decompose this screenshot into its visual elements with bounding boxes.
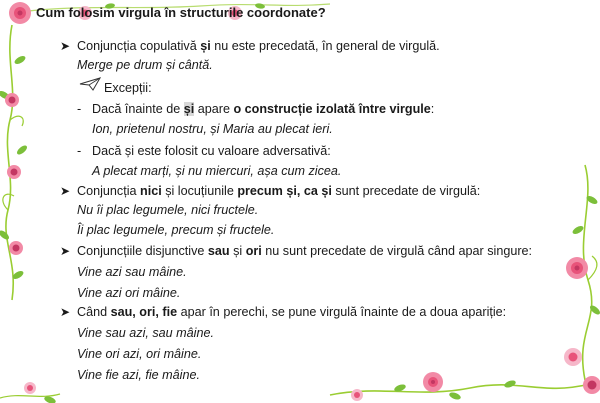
exception-1-example: Ion, prietenul nostru, și Maria au plecat ieri. bbox=[92, 122, 333, 136]
rule-4-bold: sau, ori, fie bbox=[110, 305, 178, 319]
rule-3-text bbox=[77, 243, 532, 259]
rule-2-example-1: Nu îi plac legumele, nici fructele. bbox=[77, 203, 259, 217]
dash-marker: - bbox=[77, 102, 82, 116]
rule-2-post: sunt precedate de virgulă: bbox=[331, 184, 481, 198]
exception-1-bold: o construcție izolată între virgule bbox=[233, 102, 431, 116]
exceptions-label: Excepții: bbox=[104, 81, 152, 95]
rule-4-example-3: Vine fie azi, fie mâine. bbox=[77, 368, 200, 382]
bullet-arrow-icon: ➤ bbox=[60, 244, 71, 258]
dash-marker: - bbox=[77, 144, 82, 158]
rule-3-post: nu sunt precedate de virgulă când apar singure: bbox=[261, 244, 533, 258]
rule-2-bold-1: nici bbox=[140, 184, 162, 198]
rule-1-pre: Conjuncția copulativă bbox=[77, 39, 201, 53]
rule-3-example-1: Vine azi sau mâine. bbox=[77, 265, 187, 279]
rule-2-bold-2: precum și, ca și bbox=[237, 184, 332, 198]
rule-3-pre: Conjuncțiile disjunctive bbox=[77, 244, 208, 258]
rule-2-example-2: Îi plac legumele, precum și fructele. bbox=[77, 223, 275, 237]
rule-3-example-2: Vine azi ori mâine. bbox=[77, 286, 181, 300]
rule-4-pre: Când bbox=[77, 305, 111, 319]
exception-1-mid: apare bbox=[194, 102, 234, 116]
exception-1-highlight: și bbox=[183, 102, 195, 116]
rule-1-text bbox=[77, 38, 440, 54]
exception-1-post: : bbox=[430, 102, 435, 116]
bullet-arrow-icon: ➤ bbox=[60, 39, 71, 53]
rule-4-text bbox=[77, 304, 506, 320]
paper-plane-icon bbox=[79, 77, 101, 91]
rule-3-mid: și bbox=[229, 244, 246, 258]
rule-2-pre: Conjuncția bbox=[77, 184, 141, 198]
bullet-arrow-icon: ➤ bbox=[60, 184, 71, 198]
rule-2-mid: și locuțiunile bbox=[161, 184, 238, 198]
rule-2-text bbox=[77, 183, 480, 199]
exception-2-example: A plecat marți, și nu miercuri, așa cum zicea. bbox=[92, 164, 342, 178]
rule-3-bold-2: ori bbox=[245, 244, 262, 258]
exception-1-pre: Dacă înainte de bbox=[92, 102, 184, 116]
bullet-arrow-icon: ➤ bbox=[60, 305, 71, 319]
rule-1-post: nu este precedată, în general de virgulă. bbox=[210, 39, 440, 53]
rule-1-bold: și bbox=[200, 39, 211, 53]
rule-1-example: Merge pe drum și cântă. bbox=[77, 58, 213, 72]
rule-4-example-2: Vine ori azi, ori mâine. bbox=[77, 347, 202, 361]
page-title: Cum folosim virgula în structurile coordonate? bbox=[36, 5, 326, 20]
rule-4-example-1: Vine sau azi, sau mâine. bbox=[77, 326, 214, 340]
exception-2-text: Dacă și este folosit cu valoare adversativă: bbox=[92, 144, 331, 158]
exception-1-text bbox=[92, 101, 434, 117]
rule-4-post: apar în perechi, se pune virgulă înainte de a doua apariție: bbox=[177, 305, 507, 319]
rule-3-bold-1: sau bbox=[207, 244, 230, 258]
